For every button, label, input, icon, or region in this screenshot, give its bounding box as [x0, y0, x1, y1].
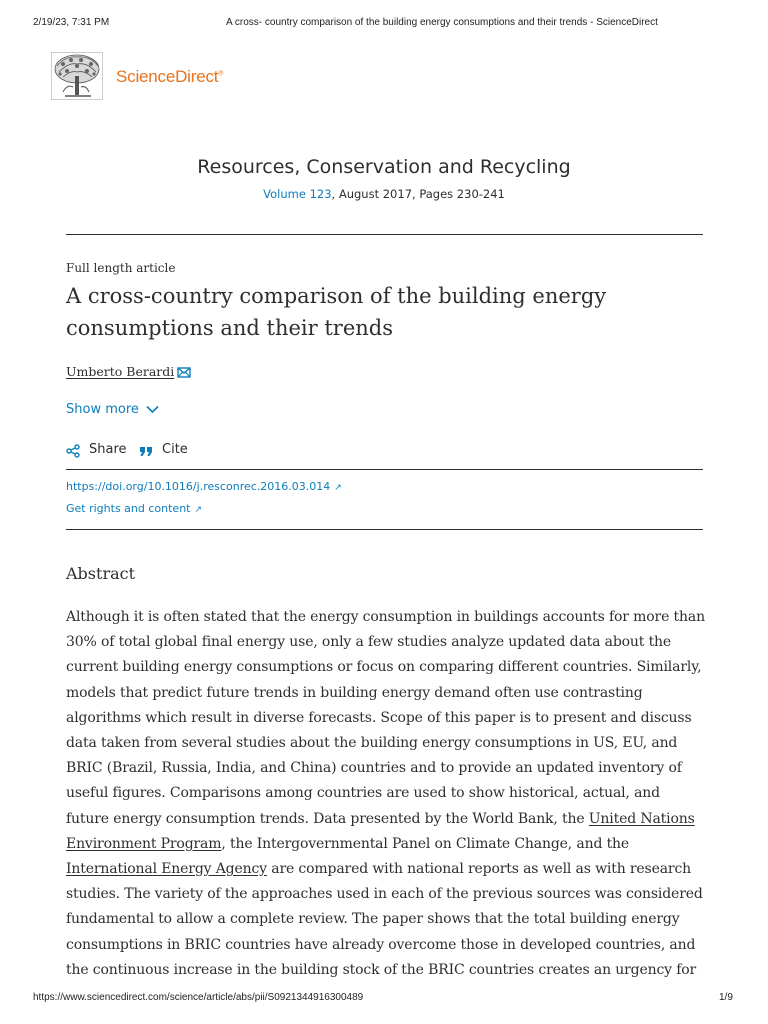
- cite-button[interactable]: Cite: [162, 442, 188, 457]
- external-link-icon: ↗: [334, 483, 342, 493]
- iea-link[interactable]: International Energy Agency: [66, 861, 267, 878]
- show-more-button[interactable]: Show more: [66, 402, 139, 417]
- abstract-heading: Abstract: [66, 564, 136, 583]
- unep-link[interactable]: United Nations Environment Program: [66, 810, 695, 852]
- share-button[interactable]: Share: [89, 442, 127, 457]
- print-date: 2/19/23, 7:31 PM: [33, 17, 110, 28]
- rights-link[interactable]: Get rights and content ↗: [66, 502, 203, 515]
- journal-title[interactable]: Resources, Conservation and Recycling: [197, 156, 571, 178]
- external-link-icon: ↗: [194, 505, 203, 515]
- author-link[interactable]: Umberto Berardi: [66, 364, 175, 379]
- print-url: https://www.sciencedirect.com/science/article/abs/pii/S0921344916300489: [33, 992, 364, 1003]
- volume-link[interactable]: Volume 123: [263, 187, 332, 201]
- doi-link[interactable]: https://doi.org/10.1016/j.resconrec.2016.03.014 ↗: [66, 480, 342, 493]
- issue-details: , August 2017, Pages 230-241: [331, 187, 505, 201]
- sciencedirect-brand[interactable]: ScienceDirect®: [116, 67, 224, 86]
- article-type: Full length article: [66, 261, 176, 275]
- print-page-number: 1/9: [719, 992, 733, 1003]
- print-page-title: A cross- country comparison of the building energy consumptions and their trends - ScienceDirect: [226, 17, 658, 28]
- article-title: A cross-country comparison of the building energy consumptions and their trends: [66, 284, 607, 340]
- abstract-text: Although it is often stated that the energy consumption in buildings accounts for more than 30% of total global final energy use, only a few studies analyze updated data about the current building energy consumptions or focus on comparing different countries. Similarly, models that predict future trends in building energy demand often use contrasting algorithms which result in diverse forecasts. Scope of this paper is to present and discuss data taken from several studies about the building energy consumptions in US, EU, and BRIC (Brazil, Russia, India, and China) countries and to provide an updated inventory of useful figures. Comparisons among countries are used to show historical, actual, and future energy consumption trends. Data presented by the World Bank, the United Nations Environment Program, the Intergovernmental Panel on Climate Change, and the International Energy Agency are compared with national reports as well as with research studies. The variety of the approaches used in each of the previous sources was considered fundamental to allow a complete review. The paper shows that the total building energy consumptions in BRIC countries have already overcome those in developed countries, and the continuous increase in the building stock of the BRIC countries creates an urgency for: [66, 609, 705, 978]
